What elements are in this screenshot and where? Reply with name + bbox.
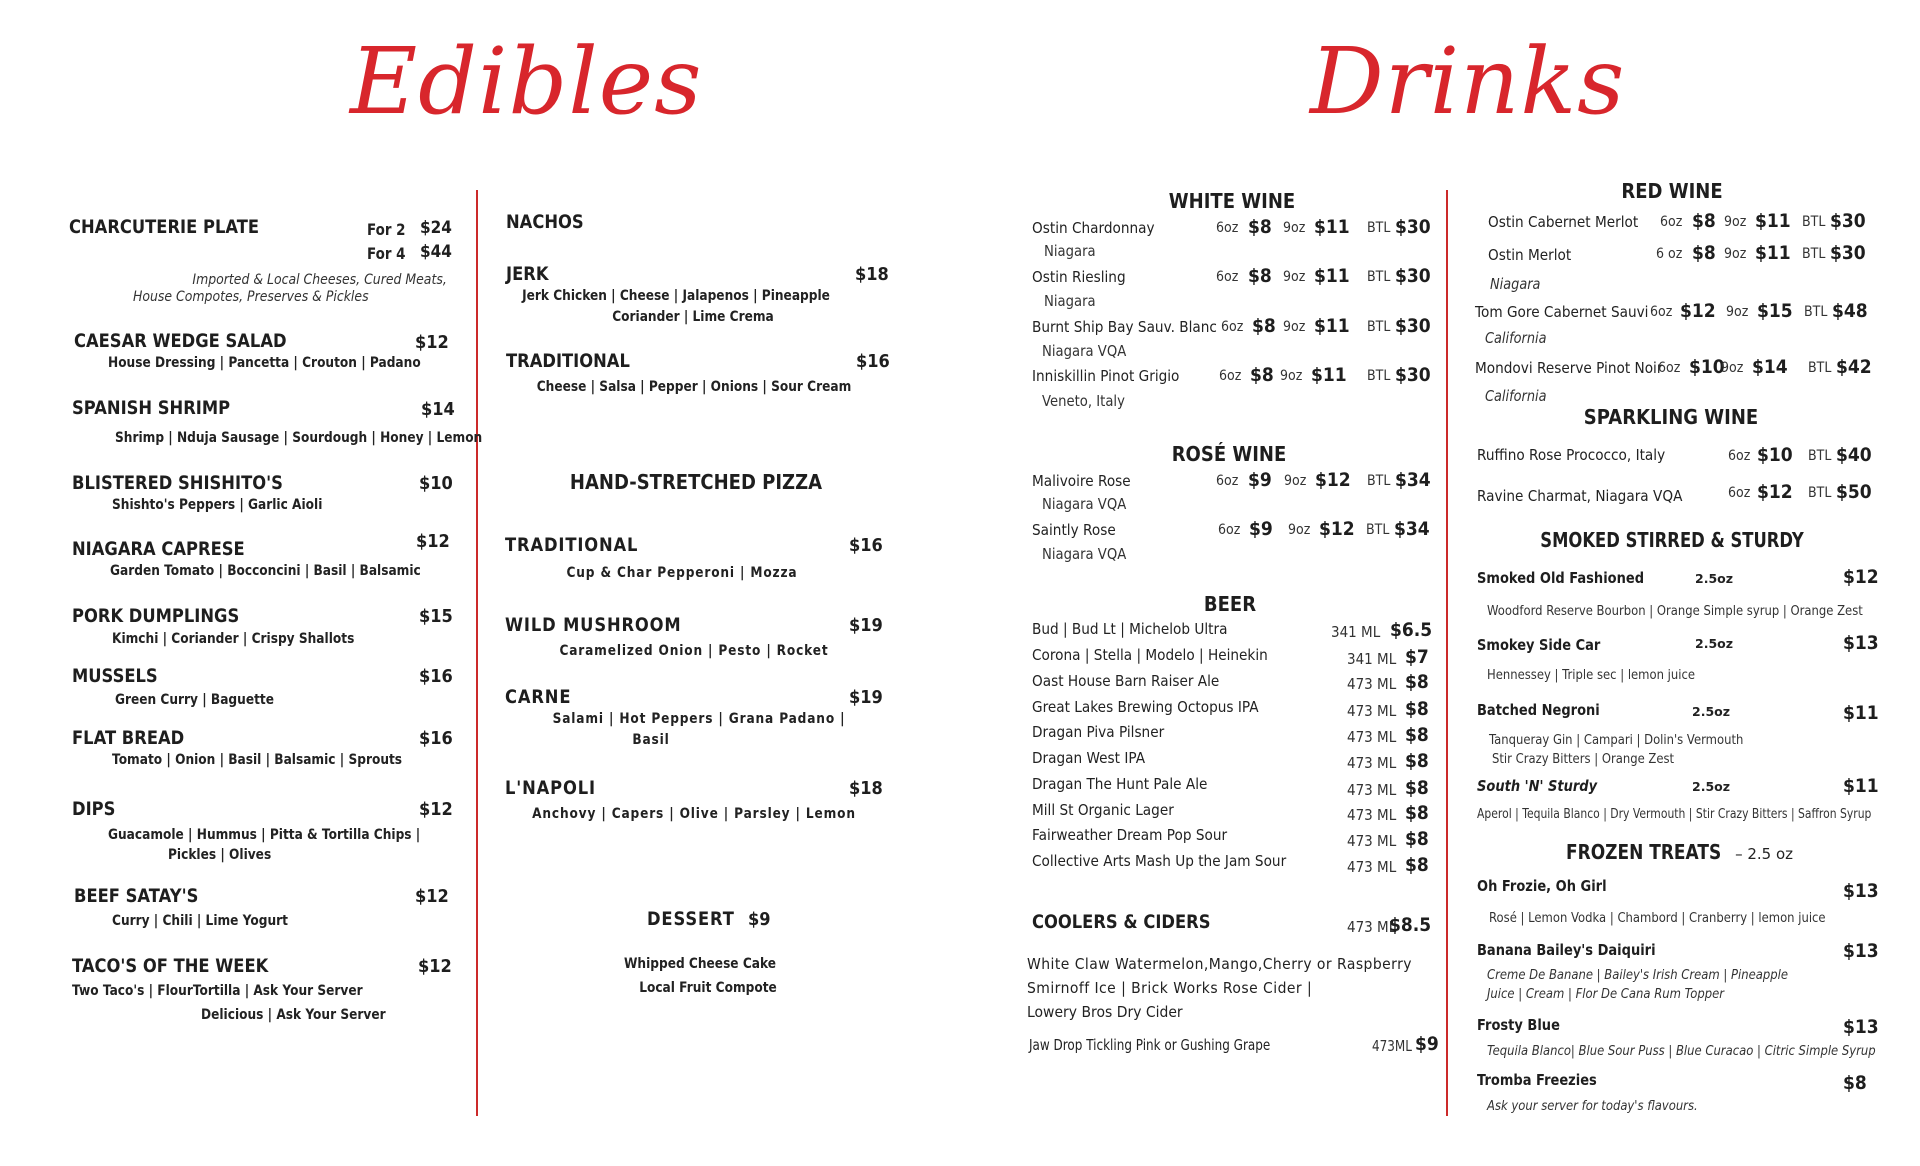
- item-name: TACO'S OF THE WEEK: [72, 955, 269, 977]
- cocktail-desc: Tanqueray Gin | Campari | Dolin's Vermouth: [1489, 732, 1744, 748]
- charcuterie-for4-label: For 4: [367, 244, 406, 263]
- wine-name: Burnt Ship Bay Sauv. Blanc: [1032, 318, 1217, 336]
- wine-size-9oz: 9oz: [1280, 368, 1303, 384]
- cocktail-oz: 2.5oz: [1692, 704, 1731, 719]
- wine-size-6oz: 6oz: [1216, 220, 1239, 236]
- sparkling-btl-label: BTL: [1808, 448, 1832, 464]
- sparkling-name: Ruffino Rose Prococco, Italy: [1477, 446, 1666, 464]
- frozen-price: $13: [1843, 940, 1879, 962]
- wine-price-9oz: $11: [1755, 210, 1791, 232]
- beer-name: Collective Arts Mash Up the Jam Sour: [1032, 852, 1287, 870]
- sparkling-size-6oz: 6oz: [1728, 485, 1751, 501]
- wine-price-btl: $42: [1836, 356, 1872, 378]
- item-desc: Two Taco's | FlourTortilla | Ask Your Server: [72, 983, 363, 999]
- charcuterie-name: CHARCUTERIE PLATE: [69, 216, 260, 238]
- pizza-carne-price: $19: [849, 687, 883, 708]
- beer-price: $8: [1405, 724, 1429, 746]
- pizza-heading: HAND-STRETCHED PIZZA: [569, 470, 823, 494]
- pizza-traditional-desc: Cup & Char Pepperoni | Mozza: [566, 565, 798, 581]
- wine-name: Ostin Riesling: [1032, 268, 1126, 286]
- beer-name: Dragan The Hunt Pale Ale: [1032, 775, 1208, 793]
- wine-price-btl: $30: [1830, 242, 1866, 264]
- beer-name: Bud | Bud Lt | Michelob Ultra: [1032, 620, 1228, 638]
- sparkling-heading: SPARKLING WINE: [1583, 405, 1759, 429]
- pizza-napoli-name: L'NAPOLI: [505, 777, 596, 799]
- wine-btl-label: BTL: [1802, 246, 1826, 262]
- beer-size: 473 ML: [1347, 858, 1397, 876]
- frozen-desc-line2: Juice | Cream | Flor De Cana Rum Topper: [1487, 986, 1725, 1002]
- coolers-line3: Lowery Bros Dry Cider: [1027, 1003, 1183, 1021]
- nachos-jerk-desc-line2: Coriander | Lime Crema: [612, 309, 774, 325]
- item-price: $16: [419, 666, 453, 687]
- wine-name: Ostin Chardonnay: [1032, 219, 1155, 237]
- beer-name: Dragan Piva Pilsner: [1032, 723, 1165, 741]
- wine-price-9oz: $11: [1314, 315, 1350, 337]
- wine-region: Niagara: [1490, 275, 1541, 293]
- wine-btl-label: BTL: [1804, 304, 1828, 320]
- coolers-heading: COOLERS & CIDERS: [1032, 911, 1211, 933]
- wine-price-6oz: $8: [1692, 210, 1716, 232]
- wine-name: Tom Gore Cabernet Sauvi: [1475, 303, 1649, 321]
- sparkling-price-btl: $50: [1836, 481, 1872, 503]
- wine-size-6oz: 6oz: [1650, 304, 1673, 320]
- beer-price: $8: [1405, 828, 1429, 850]
- item-desc-line2: Delicious | Ask Your Server: [201, 1007, 386, 1023]
- wine-price-9oz: $12: [1315, 469, 1351, 491]
- cocktail-desc: Aperol | Tequila Blanco | Dry Vermouth | Stir Crazy Bitters | Saffron Syrup: [1477, 806, 1872, 822]
- pizza-mushroom-name: WILD MUSHROOM: [505, 614, 682, 636]
- frozen-price: $13: [1843, 880, 1879, 902]
- item-desc: House Dressing | Pancetta | Crouton | Padano: [108, 355, 421, 371]
- coolers-line1: White Claw Watermelon,Mango,Cherry or Raspberry: [1027, 955, 1413, 973]
- item-name: FLAT BREAD: [72, 727, 185, 749]
- wine-btl-label: BTL: [1808, 360, 1832, 376]
- wine-price-6oz: $9: [1249, 518, 1273, 540]
- charcuterie-desc-line1: Imported & Local Cheeses, Cured Meats,: [192, 272, 447, 288]
- frozen-heading-oz: – 2.5 oz: [1735, 845, 1794, 863]
- wine-size-6oz: 6oz: [1221, 319, 1244, 335]
- nachos-jerk-price: $18: [855, 264, 889, 285]
- beer-price: $7: [1405, 646, 1429, 668]
- wine-price-6oz: $8: [1248, 216, 1272, 238]
- item-desc: Green Curry | Baguette: [115, 692, 274, 708]
- pizza-mushroom-desc: Caramelized Onion | Pesto | Rocket: [559, 643, 829, 659]
- wine-price-btl: $30: [1395, 216, 1431, 238]
- cocktail-name: Smoked Old Fashioned: [1477, 569, 1645, 587]
- wine-price-btl: $48: [1832, 300, 1868, 322]
- smoked-heading: SMOKED STIRRED & STURDY: [1540, 528, 1804, 552]
- cocktail-oz: 2.5oz: [1695, 636, 1734, 651]
- frozen-desc: Creme De Banane | Bailey's Irish Cream | Pineapple: [1487, 967, 1788, 983]
- wine-name: Ostin Merlot: [1488, 246, 1572, 264]
- item-name: NIAGARA CAPRESE: [72, 538, 245, 560]
- dessert-line1: Whipped Cheese Cake: [623, 956, 777, 972]
- beer-size: 473 ML: [1347, 806, 1397, 824]
- divider-drinks: [1446, 190, 1448, 1116]
- beer-size: 341 ML: [1331, 623, 1381, 641]
- pizza-traditional-price: $16: [849, 535, 883, 556]
- wine-region: Niagara VQA: [1042, 495, 1127, 513]
- wine-price-6oz: $10: [1689, 356, 1725, 378]
- cocktail-desc: Woodford Reserve Bourbon | Orange Simple syrup | Orange Zest: [1487, 603, 1863, 619]
- nachos-jerk-desc-line1: Jerk Chicken | Cheese | Jalapenos | Pineapple: [522, 288, 830, 304]
- sparkling-price-6oz: $12: [1757, 481, 1793, 503]
- wine-region: Niagara VQA: [1042, 342, 1127, 360]
- item-price: $14: [421, 399, 455, 420]
- pizza-mushroom-price: $19: [849, 615, 883, 636]
- wine-size-9oz: 9oz: [1284, 473, 1307, 489]
- cocktail-desc: Hennessey | Triple sec | lemon juice: [1487, 667, 1695, 683]
- beer-size: 473 ML: [1347, 781, 1397, 799]
- beer-price: $8: [1405, 750, 1429, 772]
- wine-price-9oz: $12: [1319, 518, 1355, 540]
- wine-price-btl: $30: [1395, 265, 1431, 287]
- beer-name: Oast House Barn Raiser Ale: [1032, 672, 1220, 690]
- wine-btl-label: BTL: [1366, 522, 1390, 538]
- beer-name: Dragan West IPA: [1032, 749, 1146, 767]
- nachos-traditional-price: $16: [856, 351, 890, 372]
- cocktail-name: Smokey Side Car: [1477, 636, 1601, 654]
- wine-price-6oz: $8: [1250, 364, 1274, 386]
- wine-size-9oz: 9oz: [1724, 246, 1747, 262]
- beer-name: Mill St Organic Lager: [1032, 801, 1174, 819]
- cocktail-price: $13: [1843, 632, 1879, 654]
- beer-name: Great Lakes Brewing Octopus IPA: [1032, 698, 1259, 716]
- cocktail-price: $12: [1843, 566, 1879, 588]
- item-price: $16: [419, 728, 453, 749]
- item-name: PORK DUMPLINGS: [72, 605, 240, 627]
- wine-size-9oz: 9oz: [1726, 304, 1749, 320]
- beer-size: 473 ML: [1347, 832, 1397, 850]
- cocktail-name: South 'N' Sturdy: [1477, 777, 1598, 795]
- wine-price-9oz: $15: [1757, 300, 1793, 322]
- pizza-carne-desc: Salami | Hot Peppers | Grana Padano |: [552, 711, 846, 727]
- nachos-jerk-name: JERK: [506, 263, 549, 285]
- cocktail-desc-line2: Stir Crazy Bitters | Orange Zest: [1492, 751, 1675, 767]
- sparkling-price-6oz: $10: [1757, 444, 1793, 466]
- beer-price: $8: [1405, 802, 1429, 824]
- wine-size-9oz: 9oz: [1283, 269, 1306, 285]
- nachos-heading: NACHOS: [506, 211, 584, 233]
- divider-edibles: [476, 190, 478, 1116]
- cocktail-oz: 2.5oz: [1695, 571, 1734, 586]
- sparkling-size-6oz: 6oz: [1728, 448, 1751, 464]
- frozen-heading-title: FROZEN TREATS: [1566, 840, 1722, 864]
- drinks-title: Drinks: [1310, 28, 1626, 135]
- beer-size: 341 ML: [1347, 650, 1397, 668]
- white-wine-heading: WHITE WINE: [1168, 189, 1296, 213]
- wine-price-6oz: $8: [1252, 315, 1276, 337]
- wine-price-btl: $34: [1394, 518, 1430, 540]
- wine-name: Inniskillin Pinot Grigio: [1032, 367, 1180, 385]
- wine-region: Niagara: [1044, 292, 1096, 310]
- wine-price-btl: $34: [1395, 469, 1431, 491]
- item-desc: Shishto's Peppers | Garlic Aioli: [112, 497, 323, 513]
- beer-price: $8: [1405, 854, 1429, 876]
- frozen-heading: [1566, 840, 1793, 864]
- wine-btl-label: BTL: [1367, 473, 1391, 489]
- item-price: $12: [416, 531, 450, 552]
- wine-name: Ostin Cabernet Merlot: [1488, 213, 1639, 231]
- wine-price-6oz: $12: [1680, 300, 1716, 322]
- wine-region: Veneto, Italy: [1042, 392, 1125, 410]
- dessert-price: $9: [748, 909, 771, 930]
- wine-size-9oz: 9oz: [1288, 522, 1311, 538]
- dessert-line2: Local Fruit Compote: [639, 980, 777, 996]
- wine-btl-label: BTL: [1367, 319, 1391, 335]
- wine-size-6oz: 6oz: [1216, 473, 1239, 489]
- item-price: $12: [418, 956, 452, 977]
- cocktail-price: $11: [1843, 775, 1879, 797]
- wine-size-9oz: 9oz: [1721, 360, 1744, 376]
- wine-size-9oz: 9oz: [1283, 319, 1306, 335]
- item-name: SPANISH SHRIMP: [72, 397, 231, 419]
- wine-price-9oz: $11: [1314, 216, 1350, 238]
- frozen-name: Oh Frozie, Oh Girl: [1477, 877, 1607, 895]
- beer-size: 473 ML: [1347, 754, 1397, 772]
- nachos-traditional-desc: Cheese | Salsa | Pepper | Onions | Sour Cream: [536, 379, 852, 395]
- wine-size-6oz: 6oz: [1219, 368, 1242, 384]
- beer-price: $8: [1405, 698, 1429, 720]
- item-name: CAESAR WEDGE SALAD: [74, 330, 287, 352]
- frozen-name: Banana Bailey's Daiquiri: [1477, 941, 1656, 959]
- wine-size-6oz: 6oz: [1660, 214, 1683, 230]
- frozen-name: Frosty Blue: [1477, 1016, 1560, 1034]
- item-price: $12: [415, 886, 449, 907]
- charcuterie-for4-price: $44: [420, 242, 452, 262]
- wine-name: Malivoire Rose: [1032, 472, 1131, 490]
- frozen-desc: Tequila Blanco| Blue Sour Puss | Blue Curacao | Citric Simple Syrup: [1487, 1043, 1876, 1059]
- item-desc: Garden Tomato | Bocconcini | Basil | Balsamic: [110, 563, 421, 579]
- frozen-price: $8: [1843, 1072, 1867, 1094]
- wine-size-9oz: 9oz: [1724, 214, 1747, 230]
- item-desc: Tomato | Onion | Basil | Balsamic | Sprouts: [112, 752, 403, 768]
- wine-region: California: [1485, 387, 1547, 405]
- wine-region: Niagara: [1044, 242, 1096, 260]
- sparkling-btl-label: BTL: [1808, 485, 1832, 501]
- wine-price-btl: $30: [1395, 364, 1431, 386]
- item-desc: Shrimp | Nduja Sausage | Sourdough | Honey | Lemon: [115, 430, 483, 446]
- wine-price-6oz: $8: [1248, 265, 1272, 287]
- beer-price: $8: [1405, 671, 1429, 693]
- wine-size-6oz: 6oz: [1658, 360, 1681, 376]
- pizza-carne-name: CARNE: [505, 686, 572, 708]
- beer-price: $6.5: [1390, 619, 1433, 641]
- beer-name: Fairweather Dream Pop Sour: [1032, 826, 1228, 844]
- beer-name: Corona | Stella | Modelo | Heinekin: [1032, 646, 1268, 664]
- rose-wine-heading: ROSÉ WINE: [1171, 442, 1287, 466]
- item-desc-line2: Pickles | Olives: [168, 847, 272, 863]
- item-desc: Guacamole | Hummus | Pitta & Tortilla Chips |: [108, 827, 421, 843]
- jawdrop-name: Jaw Drop Tickling Pink or Gushing Grape: [1029, 1036, 1271, 1054]
- item-name: MUSSELS: [72, 665, 158, 687]
- sparkling-name: Ravine Charmat, Niagara VQA: [1477, 487, 1683, 505]
- beer-size: 473 ML: [1347, 702, 1397, 720]
- sparkling-price-btl: $40: [1836, 444, 1872, 466]
- wine-size-6oz: 6oz: [1216, 269, 1239, 285]
- wine-price-9oz: $14: [1752, 356, 1788, 378]
- coolers-size: 473 ML: [1347, 918, 1397, 936]
- frozen-desc: Ask your server for today's flavours.: [1487, 1098, 1698, 1114]
- edibles-title: Edibles: [350, 28, 703, 135]
- wine-size-9oz: 9oz: [1283, 220, 1306, 236]
- pizza-napoli-price: $18: [849, 778, 883, 799]
- coolers-price: $8.5: [1389, 914, 1432, 936]
- frozen-name: Tromba Freezies: [1477, 1071, 1597, 1089]
- cocktail-name: Batched Negroni: [1477, 701, 1600, 719]
- wine-price-9oz: $11: [1755, 242, 1791, 264]
- pizza-napoli-desc: Anchovy | Capers | Olive | Parsley | Lemon: [532, 806, 856, 822]
- coolers-line2: Smirnoff Ice | Brick Works Rose Cider |: [1027, 979, 1313, 997]
- wine-btl-label: BTL: [1367, 368, 1391, 384]
- jawdrop-price: $9: [1415, 1033, 1439, 1055]
- nachos-traditional-name: TRADITIONAL: [506, 350, 630, 372]
- wine-price-btl: $30: [1395, 315, 1431, 337]
- wine-region: California: [1485, 329, 1547, 347]
- pizza-carne-desc-line2: Basil: [632, 732, 670, 748]
- item-price: $10: [419, 473, 453, 494]
- jawdrop-size: 473ML: [1372, 1037, 1412, 1055]
- wine-btl-label: BTL: [1802, 214, 1826, 230]
- red-wine-heading: RED WINE: [1621, 179, 1723, 203]
- wine-size-6oz: 6oz: [1218, 522, 1241, 538]
- wine-name: Mondovi Reserve Pinot Noir: [1475, 359, 1663, 377]
- wine-btl-label: BTL: [1367, 269, 1391, 285]
- beer-size: 473 ML: [1347, 728, 1397, 746]
- cocktail-price: $11: [1843, 702, 1879, 724]
- wine-region: Niagara VQA: [1042, 545, 1127, 563]
- frozen-price: $13: [1843, 1016, 1879, 1038]
- item-price: $12: [419, 799, 453, 820]
- item-name: BLISTERED SHISHITO'S: [72, 472, 283, 494]
- dessert-heading: DESSERT: [647, 908, 735, 930]
- pizza-traditional-name: TRADITIONAL: [505, 534, 639, 556]
- item-desc: Kimchi | Coriander | Crispy Shallots: [112, 631, 355, 647]
- cocktail-oz: 2.5oz: [1692, 779, 1731, 794]
- charcuterie-for2-price: $24: [420, 218, 452, 238]
- item-price: $15: [419, 606, 453, 627]
- wine-size-6oz: 6 oz: [1656, 246, 1683, 262]
- wine-price-btl: $30: [1830, 210, 1866, 232]
- beer-heading: BEER: [1203, 592, 1257, 616]
- wine-price-9oz: $11: [1314, 265, 1350, 287]
- wine-price-6oz: $8: [1692, 242, 1716, 264]
- beer-size: 473 ML: [1347, 675, 1397, 693]
- item-desc: Curry | Chili | Lime Yogurt: [112, 913, 288, 929]
- wine-name: Saintly Rose: [1032, 521, 1116, 539]
- beer-price: $8: [1405, 777, 1429, 799]
- charcuterie-for2-label: For 2: [367, 220, 406, 239]
- item-price: $12: [415, 332, 449, 353]
- frozen-desc: Rosé | Lemon Vodka | Chambord | Cranberry | lemon juice: [1489, 910, 1826, 926]
- wine-price-9oz: $11: [1311, 364, 1347, 386]
- wine-btl-label: BTL: [1367, 220, 1391, 236]
- item-name: BEEF SATAY'S: [74, 885, 199, 907]
- charcuterie-desc-line2: House Compotes, Preserves & Pickles: [133, 289, 369, 305]
- item-name: DIPS: [72, 798, 116, 820]
- wine-price-6oz: $9: [1248, 469, 1272, 491]
